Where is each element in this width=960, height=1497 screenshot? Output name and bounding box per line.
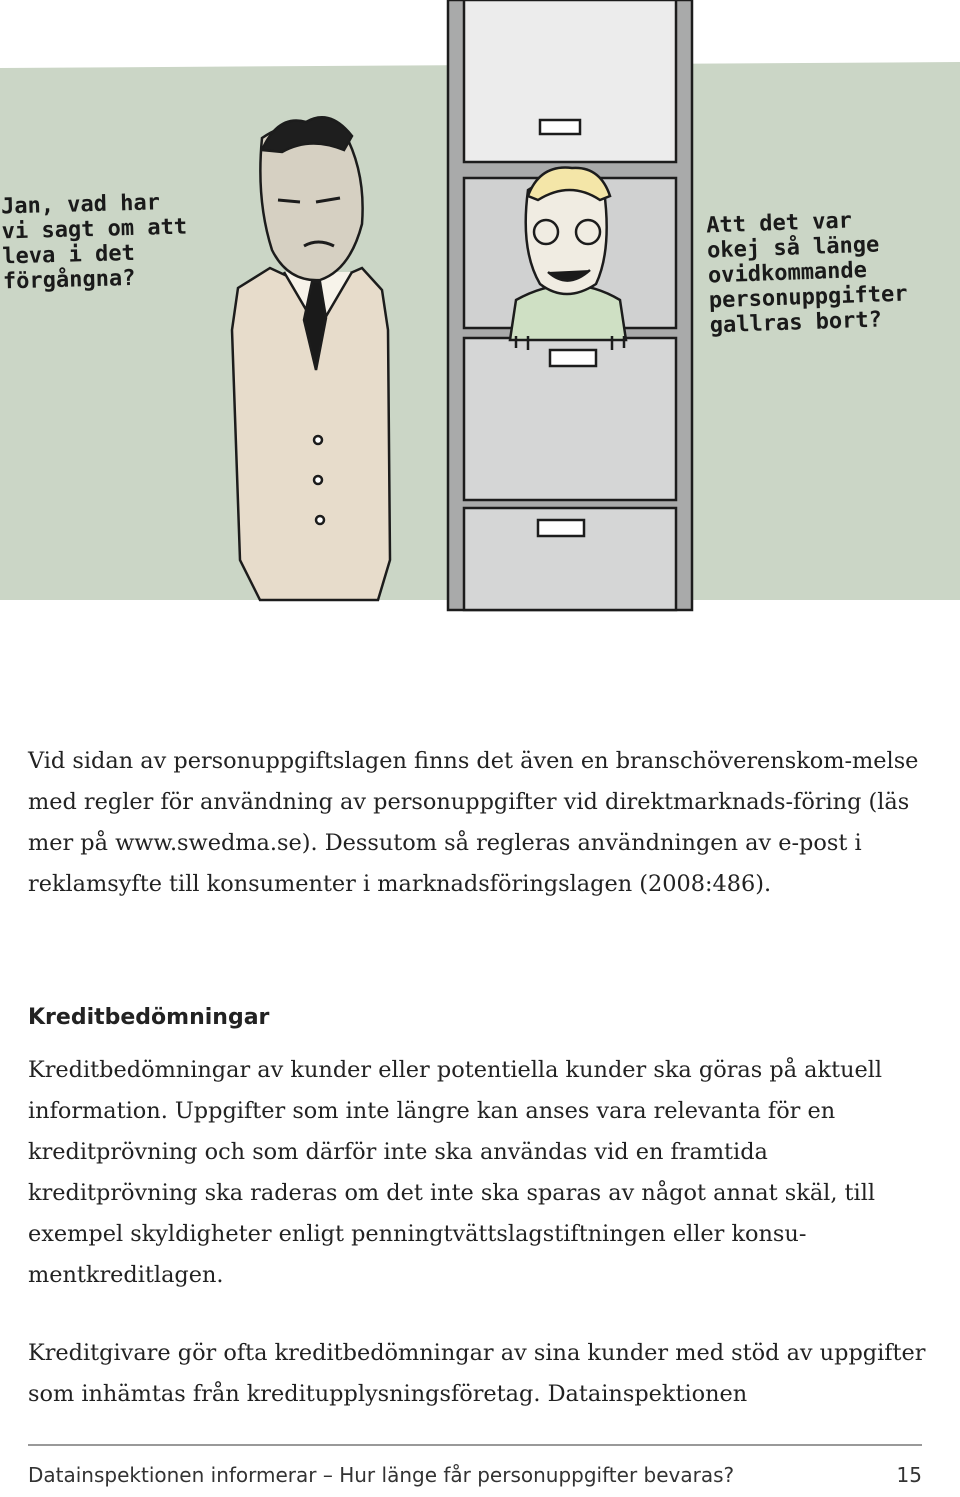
speech-line: Att det var [705,208,853,239]
speech-bubble-left [1,190,189,295]
credit-assessment-paragraph: Kreditbedömningar av kunder eller potentiella kunder ska göras på aktuell information. Uppgifter som inte längre kan anses vara relevanta för en kreditprövning och som därför inte ska användas vid en framtida kreditprövning ska raderas om det inte ska sparas av något annat skäl, till exempel skyldigheter enligt penningtvättslagstiftningen eller konsu-mentkreditlagen. [28,1057,883,1288]
speech-bubble-right [706,207,909,339]
intro-paragraph: Vid sidan av personuppgiftslagen finns det även en branschöverenskom-melse med regler för användning av personuppgifter vid direktmarknads-föring (läs mer på www.swedma.se). Dessutom så regleras användningen av e-post i reklamsyfte till konsumenter i marknadsföringslagen (2008:486). [28,748,919,897]
speech-line: leva i det [2,240,136,270]
speech-line: gallras bort? [709,307,883,339]
footer-title: Datainspektionen informerar – Hur länge får personuppgifter bevaras? [28,1463,735,1487]
speech-line: vi sagt om att [1,214,188,245]
speech-line: Jan, vad har [0,190,161,220]
lender-paragraph: Kreditgivare gör ofta kreditbedömningar av sina kunder med stöd av uppgifter som inhämtas från kreditupplysningsföretag. Datainspektionen [28,1340,926,1407]
section-heading: Kreditbedömningar [28,1005,270,1030]
speech-line: okej så länge [706,232,880,264]
footer-divider [28,1444,922,1446]
speech-line: förgångna? [2,265,136,295]
cartoon-illustration [0,0,960,640]
speech-line: ovidkommande [707,257,868,289]
page-number: 15 [896,1463,922,1487]
speech-line: personuppgifter [708,281,908,314]
